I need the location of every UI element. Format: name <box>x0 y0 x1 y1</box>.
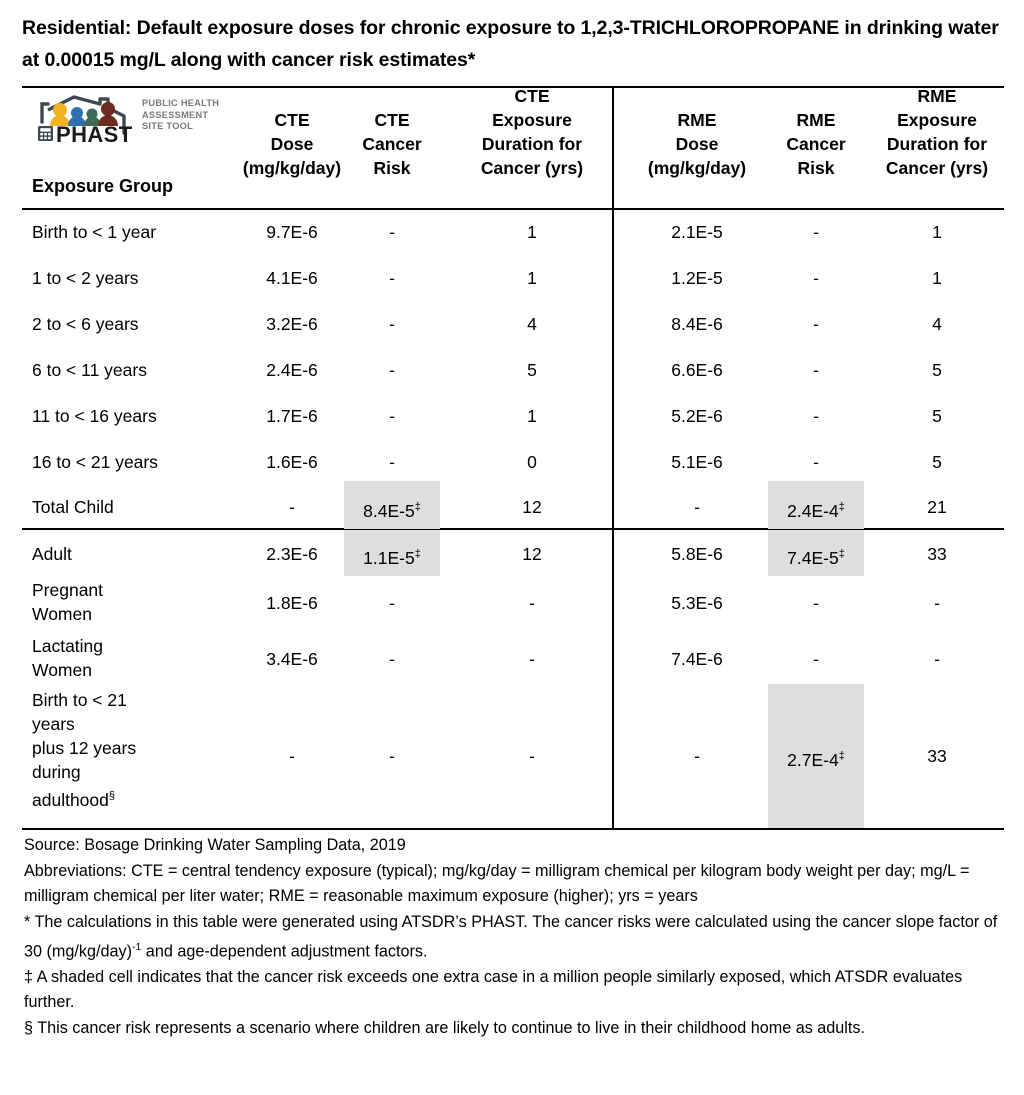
cell-rme-risk: - <box>813 406 819 426</box>
table-cte-rme-divider <box>612 86 614 830</box>
cell-cte-risk-value: 1.1E-5 <box>363 547 415 568</box>
phast-tagline-line-1: PUBLIC HEALTH <box>142 98 220 108</box>
table-bottom-rule <box>22 828 1004 830</box>
column-header-rme-cancer-risk <box>768 108 864 180</box>
table-row <box>32 634 228 682</box>
column-header-rme-exposure-duration <box>870 84 1004 180</box>
table-row: Total Child <box>32 497 114 517</box>
cell-cte-dose: - <box>289 497 295 517</box>
cell-rme-dose: 5.3E-6 <box>671 593 723 613</box>
footnote-marker-double-dagger: ‡ <box>838 548 845 560</box>
table-header-rule <box>22 208 1004 210</box>
cell-cte-risk: - <box>389 452 395 472</box>
footnote-source: Source: Bosage Drinking Water Sampling Data, 2019 <box>24 836 406 854</box>
cell-rme-duration: 1 <box>932 222 942 242</box>
column-header-rme-dose-line-1: RME <box>677 110 717 130</box>
footnote-marker-double-dagger: ‡ <box>838 501 845 513</box>
cell-rme-duration: 4 <box>932 314 942 334</box>
cell-rme-risk <box>768 744 864 772</box>
cell-rme-duration: 5 <box>932 406 942 426</box>
footnote-asterisk-part-1: * The calculations in this table were generated using ATSDR’s PHAST. The cancer risks were calculated using the cancer slope factor of 30 (mg/kg/day) <box>24 912 998 961</box>
cell-rme-risk <box>768 542 864 570</box>
cell-cte-dose: 2.3E-6 <box>266 544 318 564</box>
row-label-line-2: Women <box>32 604 92 624</box>
cell-cte-dose: 1.7E-6 <box>266 406 318 426</box>
cell-cte-duration: 5 <box>527 360 537 380</box>
column-header-rme-dose-line-2: Dose <box>675 134 719 154</box>
column-header-cte-duration-line-3: Duration for <box>481 134 583 154</box>
cell-rme-dose: 7.4E-6 <box>671 649 723 669</box>
column-header-cte-risk-line-3: Risk <box>373 158 411 178</box>
cell-cte-dose: 1.8E-6 <box>266 593 318 613</box>
phast-tagline-line-3: SITE TOOL <box>142 121 194 131</box>
cell-rme-duration: 33 <box>927 544 947 564</box>
column-header-cte-risk-line-1: CTE <box>374 110 410 130</box>
footnote-marker-double-dagger: ‡ <box>838 750 845 762</box>
column-header-cte-duration-line-1: CTE <box>514 86 550 106</box>
table-row: 6 to < 11 years <box>32 360 147 380</box>
cell-cte-risk: - <box>389 746 395 766</box>
cell-cte-risk <box>344 542 440 570</box>
row-label-line-4: during <box>32 762 81 782</box>
cell-cte-risk: - <box>389 649 395 669</box>
cell-cte-duration: 1 <box>527 406 537 426</box>
cell-rme-risk: - <box>813 222 819 242</box>
cell-cte-risk: - <box>389 222 395 242</box>
cell-rme-dose: - <box>694 746 700 766</box>
cell-cte-dose: - <box>289 746 295 766</box>
column-header-exposure-group: Exposure Group <box>32 176 174 196</box>
cell-cte-duration: - <box>529 649 535 669</box>
column-header-cte-dose-line-3: (mg/kg/day) <box>242 158 342 178</box>
table-row: 11 to < 16 years <box>32 406 157 426</box>
column-header-rme-risk-line-3: Risk <box>797 158 835 178</box>
cell-rme-dose: 5.1E-6 <box>671 452 723 472</box>
cell-cte-risk: - <box>389 360 395 380</box>
row-label-line-1: Birth to < 21 <box>32 690 127 710</box>
cell-rme-risk: - <box>813 649 819 669</box>
row-label-line-2: Women <box>32 660 92 680</box>
table-footnotes <box>24 833 1004 1041</box>
cell-cte-risk: - <box>389 314 395 334</box>
row-label-line-1: Pregnant <box>32 580 104 600</box>
cell-rme-duration: 5 <box>932 360 942 380</box>
cell-rme-dose: 1.2E-5 <box>671 268 723 288</box>
column-header-rme-risk-line-2: Cancer <box>786 134 846 154</box>
cell-rme-dose: 6.6E-6 <box>671 360 723 380</box>
footnote-marker-double-dagger: ‡ <box>414 548 421 560</box>
phast-tagline-line-2: ASSESSMENT <box>142 109 209 120</box>
phast-tagline <box>142 98 219 133</box>
cell-rme-dose: 5.8E-6 <box>671 544 723 564</box>
row-label-line-1: Lactating <box>32 636 104 656</box>
column-header-cte-duration-line-2: Exposure <box>492 110 572 130</box>
cell-rme-dose: 8.4E-6 <box>671 314 723 334</box>
cell-rme-duration: - <box>934 593 940 613</box>
footnote-asterisk-part-2: and age-dependent adjustment factors. <box>141 942 428 961</box>
footnote-marker-section: § <box>108 790 116 802</box>
footnote-section: § This cancer risk represents a scenario where children are likely to continue to live in their childhood home as adults. <box>24 1018 865 1037</box>
column-header-cte-risk-line-2: Cancer <box>362 134 422 154</box>
column-header-rme-risk-line-1: RME <box>796 110 836 130</box>
row-label-line-5-text: adulthood <box>32 789 109 810</box>
cell-cte-dose: 3.4E-6 <box>266 649 318 669</box>
row-label-line-5 <box>32 784 228 812</box>
cell-cte-duration: 1 <box>527 222 537 242</box>
column-header-rme-dose-line-3: (mg/kg/day) <box>647 158 747 178</box>
cell-cte-duration: 0 <box>527 452 537 472</box>
cell-cte-duration: 12 <box>522 544 542 564</box>
table-row: 1 to < 2 years <box>32 268 139 288</box>
cell-cte-duration: 1 <box>527 268 537 288</box>
table-row: 16 to < 21 years <box>32 452 158 472</box>
footnote-marker-double-dagger: ‡ <box>414 501 421 513</box>
footnote-asterisk <box>24 910 1004 965</box>
cell-cte-duration: 12 <box>522 497 542 517</box>
cell-rme-dose: 5.2E-6 <box>671 406 723 426</box>
cell-cte-dose: 4.1E-6 <box>266 268 318 288</box>
column-header-cte-dose-line-1: CTE <box>274 110 310 130</box>
table-row <box>32 578 228 626</box>
cell-cte-risk: - <box>389 406 395 426</box>
cell-rme-risk-value: 2.4E-4 <box>787 500 839 521</box>
table-row <box>32 688 228 812</box>
phast-logo <box>34 92 230 144</box>
column-header-cte-cancer-risk <box>344 108 440 180</box>
cell-cte-duration: - <box>529 746 535 766</box>
column-header-rme-dose <box>632 108 762 180</box>
cell-rme-dose: 2.1E-5 <box>671 222 723 242</box>
cell-rme-duration: 5 <box>932 452 942 472</box>
footnote-asterisk-exponent: -1 <box>131 941 142 953</box>
column-header-rme-duration-line-1: RME <box>917 86 957 106</box>
cell-rme-dose: - <box>694 497 700 517</box>
cell-cte-risk-value: 8.4E-5 <box>363 500 415 521</box>
column-header-cte-exposure-duration <box>452 84 612 180</box>
cell-rme-duration: 33 <box>927 746 947 766</box>
footnote-abbreviations: Abbreviations: CTE = central tendency exposure (typical); mg/kg/day = milligram chemical per kilogram body weight per day; mg/L = milligram chemical per liter water; RME = reasonable maximum exposure (higher); yrs = years <box>24 861 970 905</box>
column-header-cte-duration-line-4: Cancer (yrs) <box>480 158 584 178</box>
table-row: Birth to < 1 year <box>32 222 157 242</box>
cell-rme-risk-value: 2.7E-4 <box>787 749 839 770</box>
table-row: Adult <box>32 544 72 564</box>
cell-cte-duration: 4 <box>527 314 537 334</box>
cell-rme-risk: - <box>813 268 819 288</box>
cell-cte-risk: - <box>389 268 395 288</box>
cell-rme-risk <box>768 495 864 523</box>
footnote-double-dagger: ‡ A shaded cell indicates that the cancer risk exceeds one extra case in a million people similarly exposed, which ATSDR evaluates further. <box>24 967 963 1012</box>
row-label-line-2: years <box>32 714 75 734</box>
row-label-line-3: plus 12 years <box>32 738 137 758</box>
column-header-cte-dose <box>234 108 350 180</box>
table-row: 2 to < 6 years <box>32 314 139 334</box>
cell-rme-risk: - <box>813 314 819 334</box>
cell-cte-duration: - <box>529 593 535 613</box>
cell-cte-dose: 3.2E-6 <box>266 314 318 334</box>
column-header-rme-duration-line-2: Exposure <box>897 110 977 130</box>
cell-rme-risk: - <box>813 593 819 613</box>
page-title: Residential: Default exposure doses for chronic exposure to 1,2,3-TRICHLOROPROPANE in drinking water at 0.00015 mg/L along with cancer risk estimates* <box>22 17 999 71</box>
column-header-cte-dose-line-2: Dose <box>270 134 314 154</box>
cell-rme-risk: - <box>813 360 819 380</box>
cell-rme-duration: 1 <box>932 268 942 288</box>
cell-rme-duration: 21 <box>927 497 947 517</box>
cell-rme-duration: - <box>934 649 940 669</box>
column-header-rme-duration-line-3: Duration for <box>886 134 988 154</box>
cell-cte-dose: 2.4E-6 <box>266 360 318 380</box>
cell-cte-dose: 1.6E-6 <box>266 452 318 472</box>
cell-cte-dose: 9.7E-6 <box>266 222 318 242</box>
cell-rme-risk: - <box>813 452 819 472</box>
cell-cte-risk <box>344 495 440 523</box>
cell-rme-risk-value: 7.4E-5 <box>787 547 839 568</box>
phast-wordmark: PHAST <box>56 122 133 144</box>
column-header-rme-duration-line-4: Cancer (yrs) <box>885 158 989 178</box>
cell-cte-risk: - <box>389 593 395 613</box>
